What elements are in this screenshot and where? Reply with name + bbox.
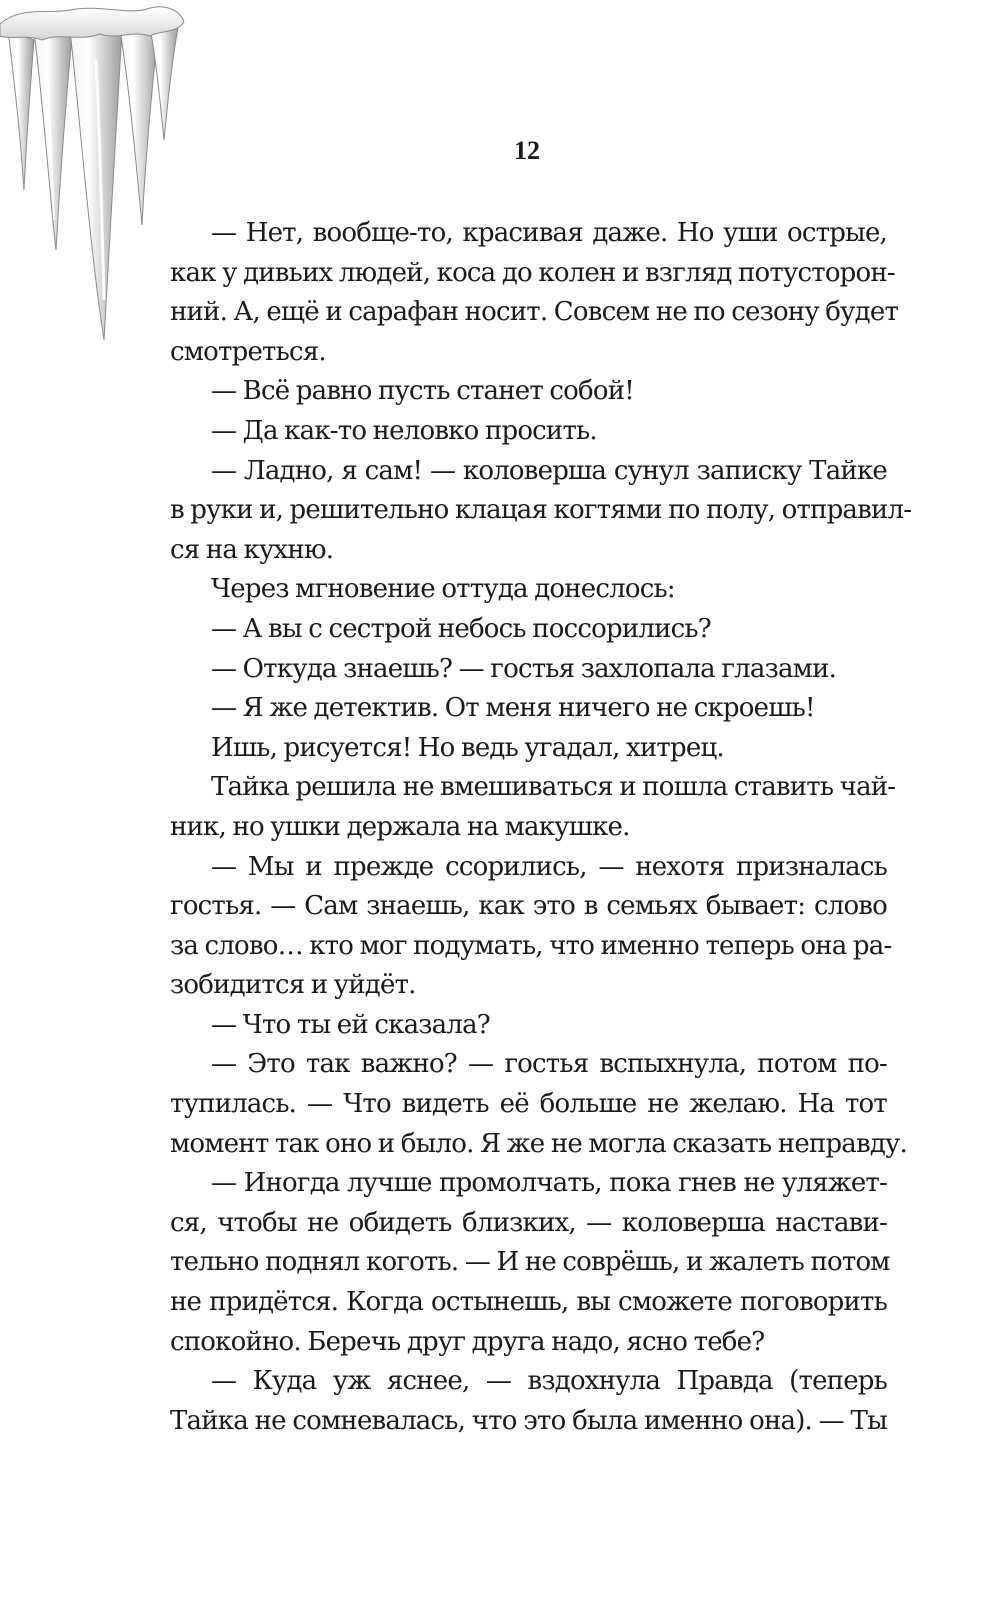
text-line: в руки и, решительно клацая когтями по полу, отправил- [170,495,912,526]
text-line: не придётся. Когда остынешь, вы сможете поговорить [170,1287,887,1318]
text-line: — Это так важно? — гостья вспыхнула, потом по- [211,1049,887,1080]
text-line: — Мы и прежде ссорились, — нехотя призналась [211,851,887,882]
text-line: — Откуда знаешь? — гостья захлопала глазами. [211,653,837,684]
text-line: — Что ты ей сказала? [211,1009,490,1040]
text-line: — Всё равно пусть станет собой! [211,376,634,407]
text-line: за слово… кто мог подумать, что именно теперь она ра- [170,930,892,961]
text-line: ся на кухню. [170,534,334,565]
page-number: 12 [514,136,540,165]
text-line: гостья. — Сам знаешь, как это в семьях бывает: слово [170,891,887,922]
text-line: смотреться. [170,336,326,367]
text-line: Тайка не сомневалась, что это была именно она). — Ты [170,1405,887,1436]
text-line: тельно поднял коготь. — И не соврёшь, и жалеть потом [170,1247,890,1278]
text-line: ся, чтобы не обидеть близких, — коловерша настави- [170,1207,887,1238]
body-text [170,214,912,1441]
text-line: — Куда уж яснее, — вздохнула Правда (теперь [211,1366,887,1397]
text-line: Ишь, рисуется! Но ведь угадал, хитрец. [211,732,724,763]
text-line: Тайка решила не вмешиваться и пошла ставить чай- [211,772,896,803]
text-line: ний. А, ещё и сарафан носит. Совсем не по сезону будет [170,297,899,328]
icicles-illustration [0,0,185,345]
text-line: — Ладно, я сам! — коловерша сунул записку Тайке [211,455,887,486]
text-line: — Иногда лучше промолчать, пока гнев не уляжет- [211,1168,887,1199]
text-line: как у дивьих людей, коса до колен и взгляд потусторон- [170,257,895,288]
text-line: момент так оно и было. Я же не могла сказать неправду. [170,1128,907,1159]
text-line: — Я же детектив. От меня ничего не скроешь! [211,693,815,724]
text-line: Через мгновение оттуда донеслось: [211,574,675,605]
text-line: — Да как-то неловко просить. [211,415,597,446]
text-line: ник, но ушки держала на макушке. [170,811,630,842]
text-line: спокойно. Беречь друг друга надо, ясно тебе? [170,1326,765,1357]
text-line: тупилась. — Что видеть её больше не желаю. На тот [170,1089,887,1120]
text-line: зобидится и уйдёт. [170,970,416,1001]
text-line: — Нет, вообще-то, красивая даже. Но уши острые, [211,218,887,248]
text-line: — А вы с сестрой небось поссорились? [211,613,711,644]
